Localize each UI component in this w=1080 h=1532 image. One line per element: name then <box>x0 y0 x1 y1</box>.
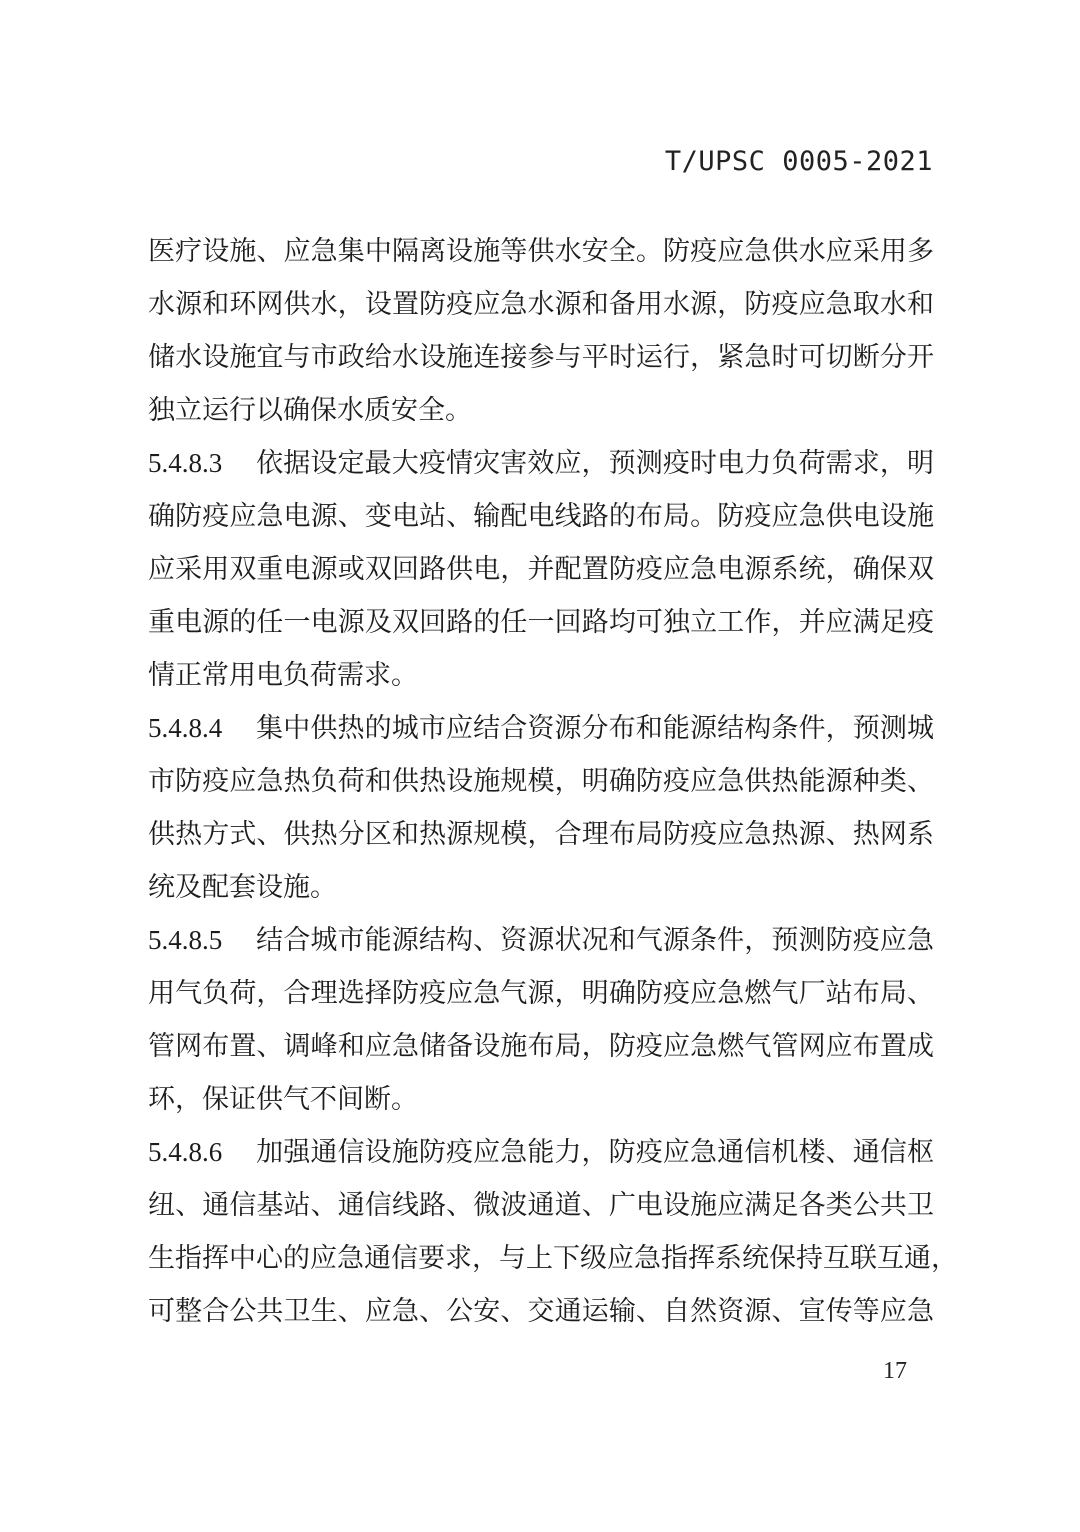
clause-5484-line-3: 供热方式、供热分区和热源规模，合理布局防疫应急热源、热网系 <box>148 819 934 850</box>
clause-number: 5.4.8.3 <box>148 448 223 478</box>
clause-number: 5.4.8.5 <box>148 925 223 955</box>
clause-text: 集中供热的城市应结合资源分布和能源结构条件，预测城 <box>256 713 934 744</box>
clause-5484-line-2: 市防疫应急热负荷和供热设施规模，明确防疫应急供热能源种类、 <box>148 766 934 797</box>
clause-text: 依据设定最大疫情灾害效应，预测疫时电力负荷需求，明 <box>256 448 934 479</box>
clause-5486-line-3: 生指挥中心的应急通信要求，与上下级应急指挥系统保持互联互通， <box>148 1243 958 1274</box>
clause-5485-line-3: 管网布置、调峰和应急储备设施布局，防疫应急燃气管网应布置成 <box>148 1031 934 1062</box>
clause-5484-line-4: 统及配套设施。 <box>148 872 337 903</box>
clause-text: 结合城市能源结构、资源状况和气源条件，预测防疫应急 <box>256 925 934 956</box>
paragraph-1-line-1: 医疗设施、应急集中隔离设施等供水安全。防疫应急供水应采用多 <box>148 236 934 267</box>
document-code-header: T/UPSC 0005-2021 <box>664 146 933 177</box>
clause-5483-line-3: 应采用双重电源或双回路供电，并配置防疫应急电源系统，确保双 <box>148 554 934 585</box>
clause-text: 加强通信设施防疫应急能力，防疫应急通信机楼、通信枢 <box>256 1137 934 1168</box>
page-number: 17 <box>883 1358 907 1384</box>
clause-5483-line-2: 确防疫应急电源、变电站、输配电线路的布局。防疫应急供电设施 <box>148 501 934 532</box>
clause-number: 5.4.8.6 <box>148 1137 223 1167</box>
clause-5485-line-4: 环，保证供气不间断。 <box>148 1084 418 1115</box>
paragraph-1-line-2: 水源和环网供水，设置防疫应急水源和备用水源，防疫应急取水和 <box>148 289 934 320</box>
paragraph-1-line-4: 独立运行以确保水质安全。 <box>148 395 472 426</box>
clause-5483-line-5: 情正常用电负荷需求。 <box>148 660 418 691</box>
clause-5484-line-1 <box>148 715 934 742</box>
paragraph-1-line-3: 储水设施宜与市政给水设施连接参与平时运行，紧急时可切断分开 <box>148 342 934 373</box>
clause-5483-line-4: 重电源的任一电源及双回路的任一回路均可独立工作，并应满足疫 <box>148 607 934 638</box>
clause-5486-line-2: 纽、通信基站、通信线路、微波通道、广电设施应满足各类公共卫 <box>148 1190 934 1221</box>
clause-5486-line-4: 可整合公共卫生、应急、公安、交通运输、自然资源、宣传等应急 <box>148 1296 934 1327</box>
clause-5485-line-2: 用气负荷，合理选择防疫应急气源，明确防疫应急燃气厂站布局、 <box>148 978 934 1009</box>
clause-number: 5.4.8.4 <box>148 713 223 743</box>
clause-5486-line-1 <box>148 1139 934 1166</box>
clause-5485-line-1 <box>148 927 934 954</box>
clause-5483-line-1 <box>148 450 934 477</box>
